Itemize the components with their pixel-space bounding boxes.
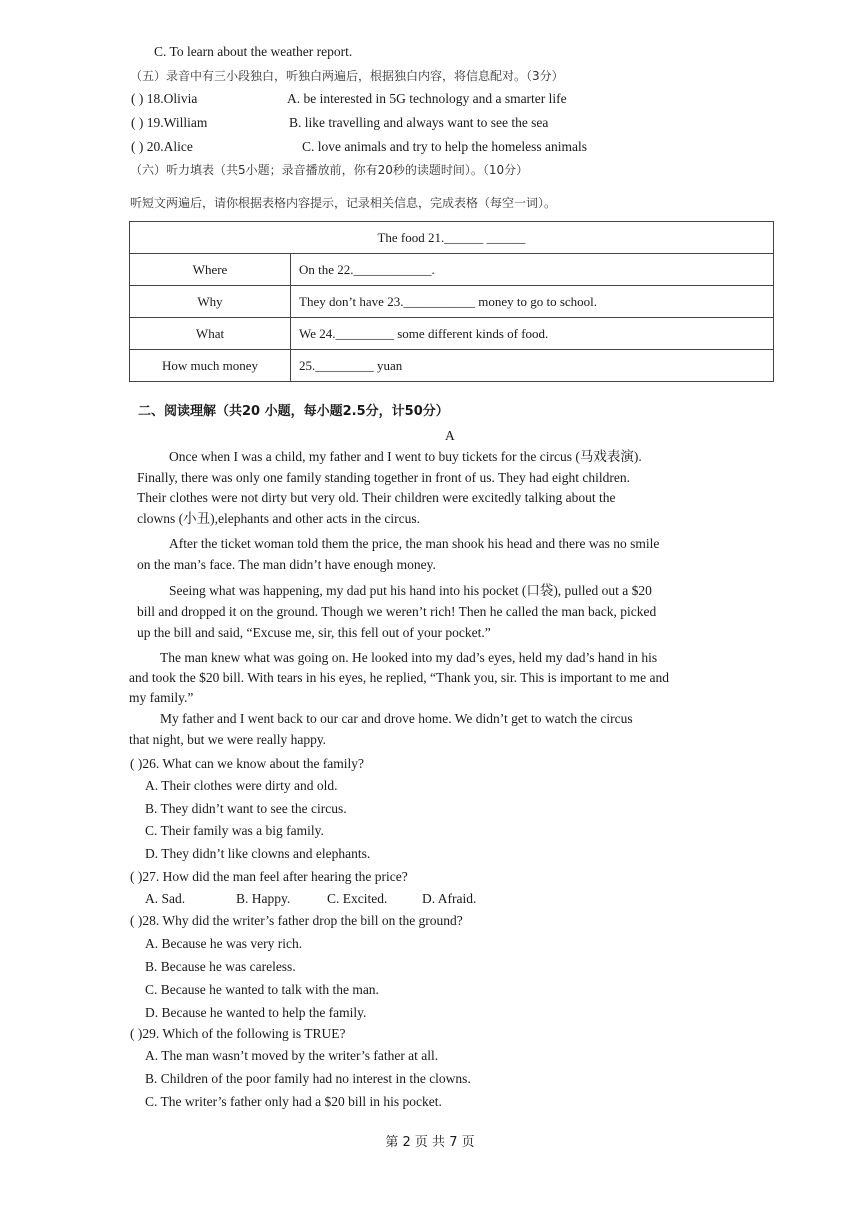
- passage-label: A: [445, 428, 455, 443]
- option-c-weather: C. To learn about the weather report.: [154, 44, 353, 59]
- q29-option-b: B. Children of the poor family had no interest in the clowns.: [145, 1071, 471, 1086]
- passage-line: The man knew what was going on. He looked into my dad’s eyes, held my dad’s hand in his: [160, 650, 658, 665]
- q27-option-c: C. Excited.: [327, 891, 388, 906]
- passage-line: Once when I was a child, my father and I went to buy tickets for the circus (马戏表演).: [169, 449, 642, 464]
- passage-line: Their clothes were not dirty but very old. Their children were excitedly talking about the: [137, 490, 616, 505]
- passage-line: on the man’s face. The man didn’t have enough money.: [137, 557, 436, 572]
- part5-heading: （五）录音中有三小段独白，听独白两遍后，根据独白内容，将信息配对。（3分）: [130, 69, 564, 83]
- passage-line: Seeing what was happening, my dad put his hand into his pocket (口袋), pulled out a $20: [169, 583, 652, 598]
- row-value-what: We 24._________ some different kinds of food.: [291, 318, 774, 350]
- part6-heading: （六）听力填表（共5小题；录音播放前，你有20秒的读题时间）。（10分）: [130, 163, 529, 177]
- table-row: [130, 254, 774, 286]
- q27-option-a: A. Sad.: [145, 891, 186, 906]
- match-item-alice: ( ) 20.Alice: [131, 139, 193, 154]
- question-26: ( )26. What can we know about the family?: [130, 756, 365, 771]
- passage-line: My father and I went back to our car and drove home. We didn’t get to watch the circus: [160, 711, 633, 726]
- passage-line: and took the $20 bill. With tears in his eyes, he replied, “Thank you, sir. This is important to me and: [129, 670, 669, 685]
- q27-option-d: D. Afraid.: [422, 891, 477, 906]
- q29-option-a: A. The man wasn’t moved by the writer’s father at all.: [145, 1048, 439, 1063]
- passage-line: Finally, there was only one family standing together in front of us. They had eight children.: [137, 470, 631, 485]
- q26-option-a: A. Their clothes were dirty and old.: [145, 778, 338, 793]
- row-key-what: What: [130, 318, 291, 350]
- q28-option-b: B. Because he was careless.: [145, 959, 296, 974]
- q26-option-b: B. They didn’t want to see the circus.: [145, 801, 347, 816]
- passage-line: up the bill and said, “Excuse me, sir, this fell out of your pocket.”: [137, 625, 491, 640]
- q27-option-b: B. Happy.: [236, 891, 291, 906]
- match-item-olivia: ( ) 18.Olivia: [131, 91, 198, 106]
- q28-option-c: C. Because he wanted to talk with the man.: [145, 982, 379, 997]
- page-number-footer: 第 2 页 共 7 页: [385, 1135, 475, 1150]
- reading-heading: 二、阅读理解（共20 小题，每小题2.5分，计50分）: [138, 404, 449, 419]
- question-28: ( )28. Why did the writer’s father drop the bill on the ground?: [130, 913, 463, 928]
- q28-option-a: A. Because he was very rich.: [145, 936, 303, 951]
- row-value-where: On the 22.____________.: [291, 254, 774, 286]
- table-row: [130, 318, 774, 350]
- match-item-william: ( ) 19.William: [131, 115, 208, 130]
- part6-instruction: 听短文两遍后，请你根据表格内容提示，记录相关信息，完成表格（每空一词）。: [130, 196, 557, 210]
- row-value-why: They don’t have 23.___________ money to go to school.: [291, 286, 774, 318]
- listening-table: [129, 221, 774, 382]
- passage-line: that night, but we were really happy.: [129, 732, 327, 747]
- row-value-money: 25._________ yuan: [291, 350, 774, 382]
- table-title: The food 21.______ ______: [130, 222, 774, 254]
- q26-option-d: D. They didn’t like clowns and elephants.: [145, 846, 371, 861]
- question-27: ( )27. How did the man feel after hearing the price?: [130, 869, 408, 884]
- row-key-why: Why: [130, 286, 291, 318]
- q26-option-c: C. Their family was a big family.: [145, 823, 324, 838]
- table-row: [130, 286, 774, 318]
- passage-line: bill and dropped it on the ground. Though we weren’t rich! Then he called the man back, picked: [137, 604, 657, 619]
- match-option-b: B. like travelling and always want to see the sea: [289, 115, 549, 130]
- passage-line: clowns (小丑),elephants and other acts in the circus.: [137, 511, 421, 526]
- q28-option-d: D. Because he wanted to help the family.: [145, 1005, 367, 1020]
- match-option-c: C. love animals and try to help the homeless animals: [302, 139, 587, 154]
- passage-line: After the ticket woman told them the price, the man shook his head and there was no smile: [169, 536, 660, 551]
- match-option-a: A. be interested in 5G technology and a smarter life: [287, 91, 567, 106]
- row-key-where: Where: [130, 254, 291, 286]
- passage-line: my family.”: [129, 690, 194, 705]
- question-29: ( )29. Which of the following is TRUE?: [130, 1026, 346, 1041]
- table-row: [130, 350, 774, 382]
- row-key-money: How much money: [130, 350, 291, 382]
- q29-option-c: C. The writer’s father only had a $20 bill in his pocket.: [145, 1094, 442, 1109]
